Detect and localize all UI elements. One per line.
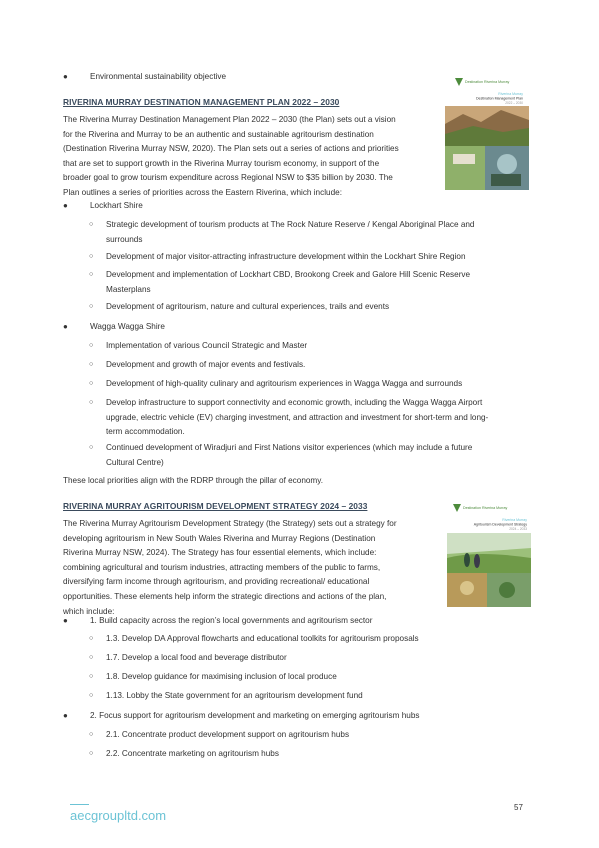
circle-bullet-icon: ○ xyxy=(89,444,94,451)
cover-title-line: 2022 – 2030 xyxy=(505,101,523,105)
footer-website-link[interactable]: aecgroupltd.com xyxy=(70,808,167,823)
circle-bullet-icon: ○ xyxy=(89,303,94,310)
paragraph-line: combining agricultural and tourism industries, attracting members of the public to farms, xyxy=(63,562,381,572)
report-cover-thumbnail xyxy=(443,74,529,192)
sub-list-text: Develop infrastructure to support connectivity and economic growth, including the Wagga Wagga Airport xyxy=(106,398,483,407)
bullet-icon: ● xyxy=(63,616,68,625)
cover-org-text: Destination Riverina Murray xyxy=(465,80,510,84)
list-item-text: Wagga Wagga Shire xyxy=(90,322,165,331)
sub-list-text: 1.13. Lobby the State government for an agritourism development fund xyxy=(106,691,363,700)
circle-bullet-icon: ○ xyxy=(89,380,94,387)
circle-bullet-icon: ○ xyxy=(89,750,94,757)
paragraph-line: for the Riverina and Murray to be an authentic and sustainable agritourism destination xyxy=(63,129,374,139)
sub-list-text: 2.1. Concentrate product development support on agritourism hubs xyxy=(106,730,350,739)
section-paragraph xyxy=(63,113,431,201)
list-item-text: Environmental sustainability objective xyxy=(90,72,227,81)
sub-list-text: surrounds xyxy=(106,234,143,244)
cover-title-line: Agritourism Development Strategy xyxy=(473,522,527,527)
section-heading-destination-plan: RIVERINA MURRAY DESTINATION MANAGEMENT PLAN 2022 – 2030 xyxy=(63,97,340,107)
sub-list-text: 2.2. Concentrate marketing on agritourism hubs xyxy=(106,749,279,758)
bullet-icon: ● xyxy=(63,201,68,210)
sub-list-text: Strategic development of tourism products at The Rock Nature Reserve / Kengal Aboriginal Place and xyxy=(106,220,475,229)
paragraph-line: developing agritourism in New South Wales Riverina and Murray Regions (Destination xyxy=(63,533,376,543)
circle-bullet-icon: ○ xyxy=(89,635,94,642)
cover-title-line: Riverina Murray xyxy=(502,518,527,522)
footer-divider xyxy=(70,804,89,805)
sub-list-text: Cultural Centre) xyxy=(106,457,164,467)
cover-title-line: Riverina Murray xyxy=(498,92,523,96)
paragraph-line: (Destination Riverina Murray NSW, 2020). The Plan sets out a series of actions and priorities xyxy=(63,144,399,154)
cover-title-line: 2024 – 2033 xyxy=(509,527,527,531)
cover-illustration xyxy=(447,500,531,610)
paragraph-line: Plan outlines a series of priorities across the Eastern Riverina, which include: xyxy=(63,187,342,197)
circle-bullet-icon: ○ xyxy=(89,731,94,738)
cover-title-line: Destination Management Plan xyxy=(476,96,523,101)
paragraph-line: diversifying farm income through agritourism, and providing recreational/ educational xyxy=(63,577,370,587)
circle-bullet-icon: ○ xyxy=(89,253,94,260)
sub-list-text: Continued development of Wiradjuri and First Nations visitor experiences (which may include a future xyxy=(106,443,473,452)
sub-list-text: upgrade, electric vehicle (EV) charging investment, and attraction and investment for short-term and long- xyxy=(106,412,489,422)
circle-bullet-icon: ○ xyxy=(89,399,94,406)
sub-list-text: 1.8. Develop guidance for maximising inclusion of local produce xyxy=(106,672,337,681)
paragraph-line: which include: xyxy=(63,606,115,616)
page-number: 57 xyxy=(514,803,523,812)
list-item-text: 2. Focus support for agritourism development and marketing on emerging agritourism hubs xyxy=(90,711,420,720)
section-heading-agritourism-strategy: RIVERINA MURRAY AGRITOURISM DEVELOPMENT STRATEGY 2024 – 2033 xyxy=(63,501,368,511)
circle-bullet-icon: ○ xyxy=(89,342,94,349)
sub-list-text: Masterplans xyxy=(106,284,151,294)
sub-list-text: Development of agritourism, nature and cultural experiences, trails and events xyxy=(106,302,390,311)
sub-list-text: Development of high-quality culinary and agritourism experiences in Wagga Wagga and surrounds xyxy=(106,379,463,388)
paragraph-line: Riverina Murray NSW, 2024). The Strategy has four essential elements, which include: xyxy=(63,548,377,558)
paragraph-line: The Riverina Murray Agritourism Development Strategy (the Strategy) sets out a strategy for xyxy=(63,519,397,528)
circle-bullet-icon: ○ xyxy=(89,692,94,699)
sub-list-text: Development and growth of major events and festivals. xyxy=(106,360,306,369)
bullet-icon: ● xyxy=(63,322,68,331)
sub-list-text: Development and implementation of Lockhart CBD, Brookong Creek and Galore Hill Scenic Reserve xyxy=(106,270,471,279)
sub-list-text: Implementation of various Council Strategic and Master xyxy=(106,341,308,350)
cover-illustration xyxy=(443,74,529,192)
sub-list-text: Development of major visitor-attracting infrastructure development within the Lockhart Shire Region xyxy=(106,252,466,261)
circle-bullet-icon: ○ xyxy=(89,221,94,228)
paragraph-line: that are set to support growth in the Riverina Murray tourism economy, in support of the xyxy=(63,158,380,168)
sub-list-text: 1.3. Develop DA Approval flowcharts and educational toolkits for agritourism proposals xyxy=(106,634,419,643)
list-item-text: Lockhart Shire xyxy=(90,201,143,210)
list-item-text: 1. Build capacity across the region’s local governments and agritourism sector xyxy=(90,616,373,625)
circle-bullet-icon: ○ xyxy=(89,673,94,680)
sub-list-text: 1.7. Develop a local food and beverage distributor xyxy=(106,653,287,662)
report-cover-thumbnail xyxy=(447,500,531,610)
closing-paragraph: These local priorities align with the RDRP through the pillar of economy. xyxy=(63,476,324,485)
circle-bullet-icon: ○ xyxy=(89,271,94,278)
sub-list-text: term accommodation. xyxy=(106,427,185,437)
cover-org-text: Destination Riverina Murray xyxy=(463,506,508,510)
section-paragraph xyxy=(63,517,441,619)
bullet-icon: ● xyxy=(63,711,68,720)
circle-bullet-icon: ○ xyxy=(89,654,94,661)
circle-bullet-icon: ○ xyxy=(89,361,94,368)
paragraph-line: broader goal to grow tourism expenditure across Regional NSW to $35 billion by 2030. The xyxy=(63,173,393,183)
bullet-icon: ● xyxy=(63,72,68,81)
paragraph-line: The Riverina Murray Destination Management Plan 2022 – 2030 (the Plan) sets out a vision xyxy=(63,115,396,124)
paragraph-line: opportunities. These elements help inform the strategic directions and actions of the plan, xyxy=(63,591,387,601)
